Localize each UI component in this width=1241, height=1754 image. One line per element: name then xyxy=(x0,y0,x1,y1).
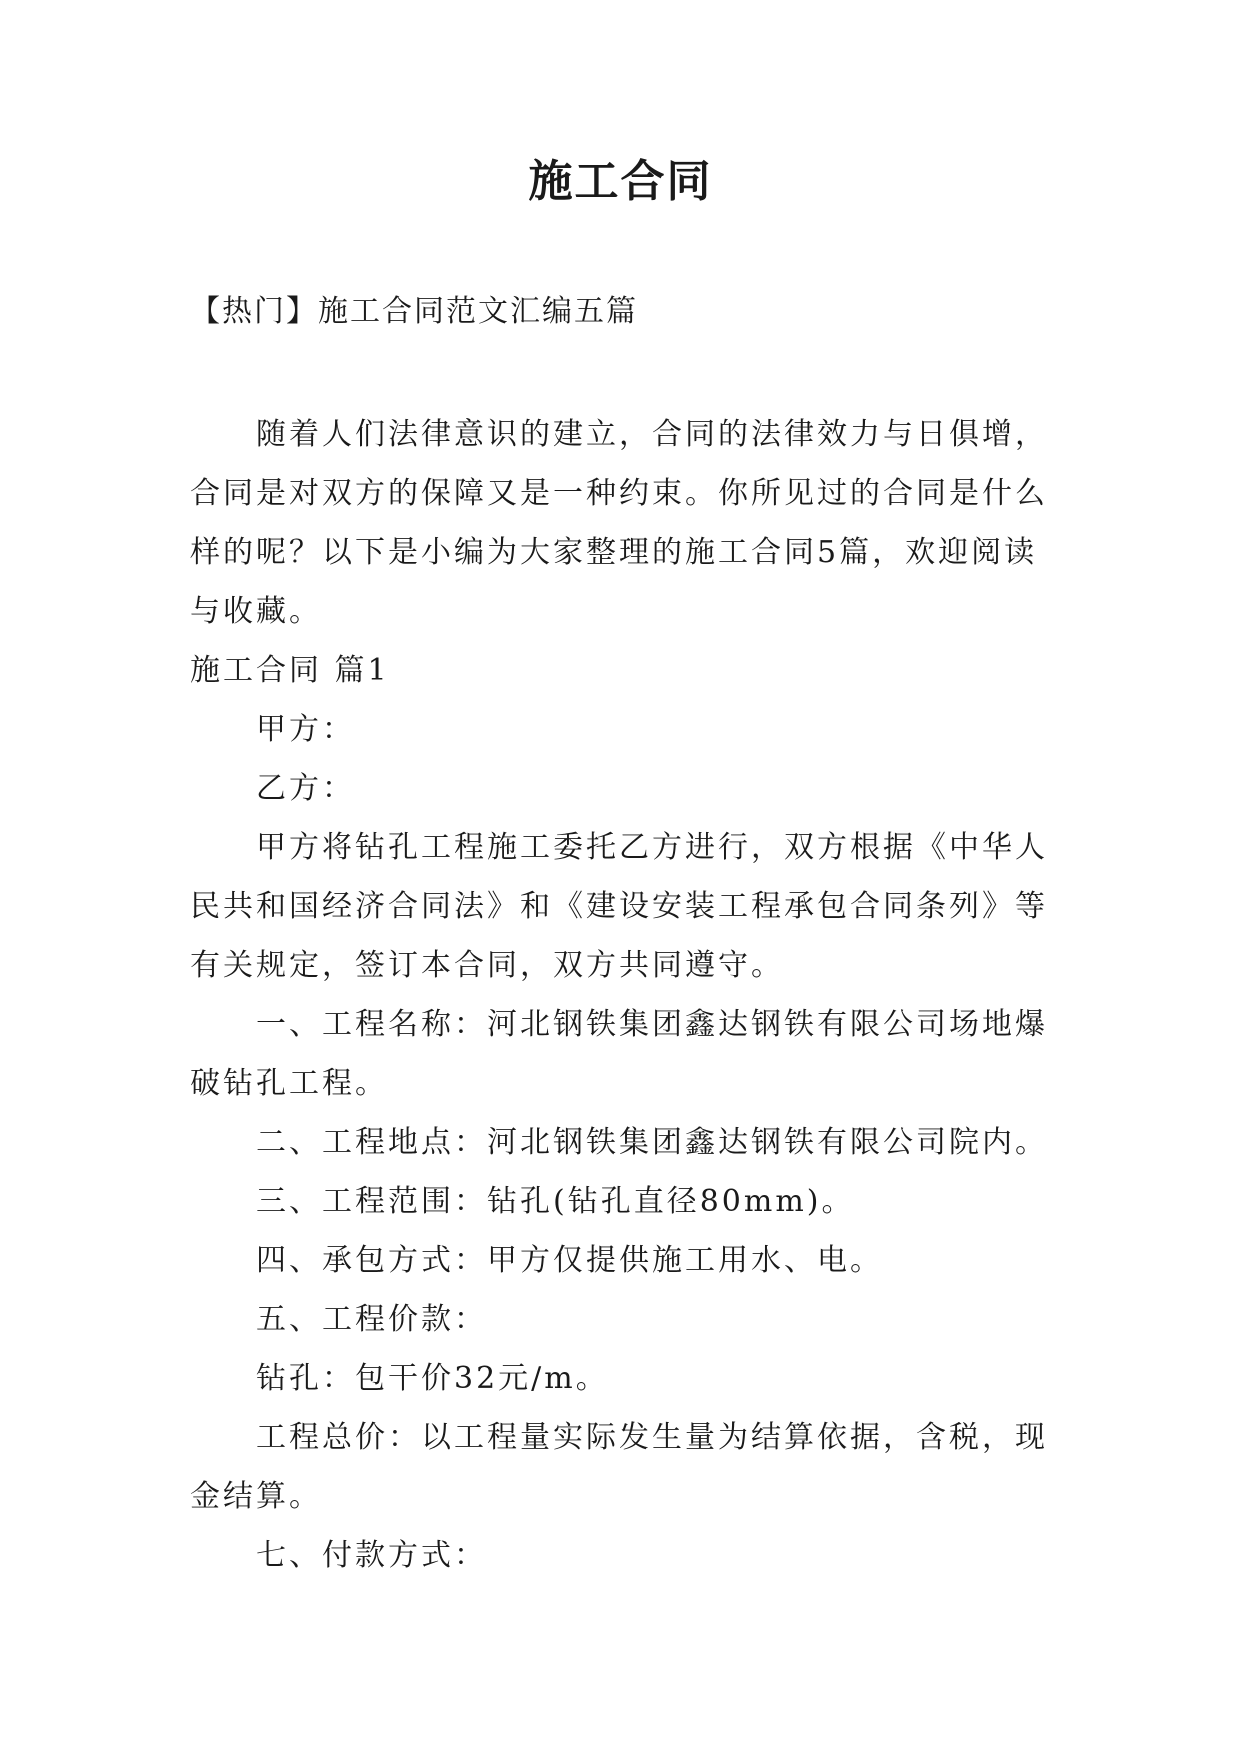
text-line: 七、付款方式： xyxy=(256,1538,487,1573)
text-line: 四、承包方式：甲方仅提供施工用水、电。 xyxy=(256,1243,883,1278)
text-line: 破钻孔工程。 xyxy=(190,1066,388,1101)
text-line: 甲方： xyxy=(256,712,355,747)
text-line: 与收藏。 xyxy=(190,594,322,629)
text-line: 三、工程范围：钻孔(钻孔直径80mm)。 xyxy=(256,1184,855,1219)
text-line: 五、工程价款： xyxy=(256,1302,487,1337)
document-subtitle: 【热门】施工合同范文汇编五篇 xyxy=(190,294,638,329)
text-line: 甲方将钻孔工程施工委托乙方进行，双方根据《中华人 xyxy=(256,830,1048,865)
document-title: 施工合同 xyxy=(528,156,713,207)
text-line: 样的呢？以下是小编为大家整理的施工合同5篇，欢迎阅读 xyxy=(190,535,1038,570)
text-line: 民共和国经济合同法》和《建设安装工程承包合同条列》等 xyxy=(190,889,1048,924)
document-body xyxy=(190,405,1070,1585)
text-line: 有关规定，签订本合同，双方共同遵守。 xyxy=(190,948,784,983)
text-line: 金结算。 xyxy=(190,1479,322,1514)
text-line: 工程总价：以工程量实际发生量为结算依据，含税，现 xyxy=(256,1420,1048,1455)
text-line: 合同是对双方的保障又是一种约束。你所见过的合同是什么 xyxy=(190,476,1048,511)
text-line: 一、工程名称：河北钢铁集团鑫达钢铁有限公司场地爆 xyxy=(256,1007,1048,1042)
text-line: 二、工程地点：河北钢铁集团鑫达钢铁有限公司院内。 xyxy=(256,1125,1048,1160)
text-line: 乙方： xyxy=(256,771,355,806)
text-line: 随着人们法律意识的建立，合同的法律效力与日俱增， xyxy=(256,417,1048,452)
text-line: 施工合同 篇1 xyxy=(190,653,390,688)
text-line: 钻孔：包干价32元/m。 xyxy=(256,1361,609,1396)
